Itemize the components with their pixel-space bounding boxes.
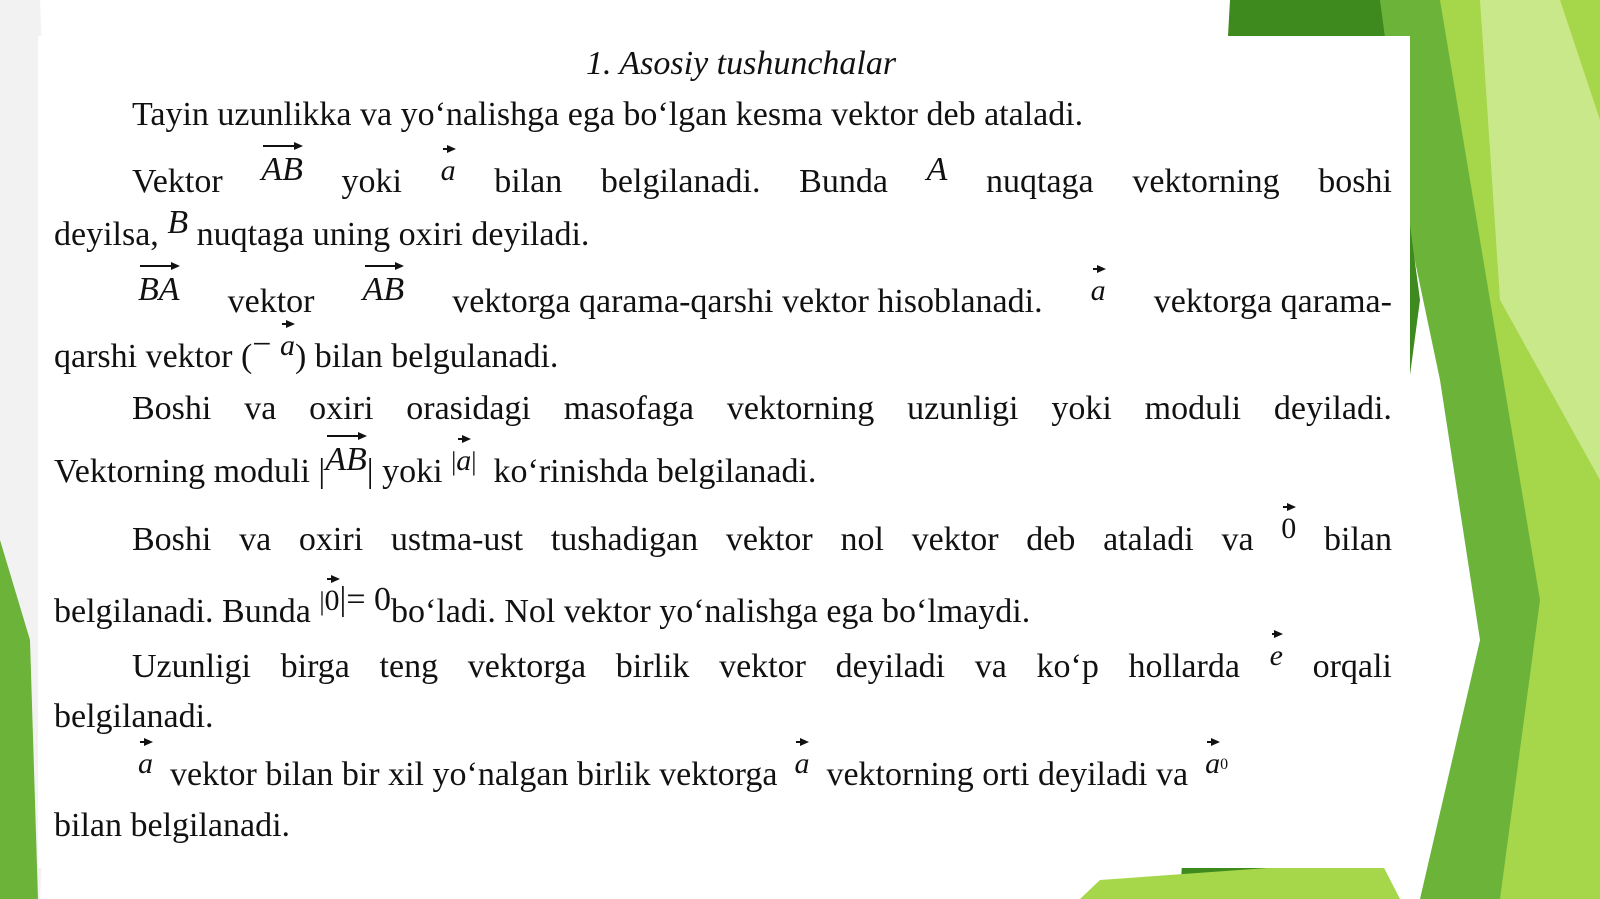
vector-a-unit: a [1205,744,1220,784]
equals-zero: |= 0 [339,581,392,618]
paragraph-5-line-1: Boshi va oxiri ustma-ust tushadigan vektor nol vektor deb ataladi va 0 bilan [132,520,1392,561]
paragraph-3-line-1 [138,271,1392,323]
word: yoki [341,163,402,200]
page-title: 1. Asosiy tushunchalar [586,45,897,82]
minus-sign: − [252,326,272,363]
paragraph-7-line-1 [138,747,1229,801]
word: vektorning orti deyiladi va [826,756,1189,793]
zero-vector: 0 [325,581,340,621]
word: vektorga qarama-qarshi vektor hisoblanadi. [452,283,1043,320]
word: Vektor [132,163,223,200]
vector-ab: AB [363,270,405,310]
superscript-zero: 0 [1220,756,1229,773]
paragraph-3-line-2 [54,326,559,378]
word: | yoki [366,453,443,490]
paragraph-4-line-1: Boshi va oxiri orasidagi masofaga vektorning uzunligi yoki moduli deyiladi. [132,390,1392,427]
word: qarshi vektor ( [54,338,253,375]
word: vektorga qarama- [1153,283,1392,320]
word: nuqtaga [986,163,1094,200]
vector-a: a [1091,271,1106,311]
vector-e: e [1270,636,1283,676]
vector-a: a [138,744,153,784]
paragraph-6-line-1: Uzunligi birga teng vektorga birlik vektor deyiladi va ko‘p hollarda e orqali [132,647,1392,688]
word: boshi [1318,163,1392,200]
word: Vektorning moduli | [54,453,326,490]
paragraph-6-line-2: belgilanadi. [54,698,214,735]
vector-a: a [456,441,471,481]
vector-ab: AB [261,150,303,190]
paragraph-7-line-2: bilan belgilanadi. [54,807,291,844]
word: vektorning [1132,163,1280,200]
paragraph-1: Tayin uzunlikka va yo‘nalishga ega bo‘lgan kesma vektor deb ataladi. [132,96,1084,133]
vector-a: a [794,744,809,784]
paragraph-2-line-2 [54,204,590,255]
paragraph-5-line-2: belgilanadi. Bunda | 0|= 0bo‘ladi. Nol vektor yo‘nalishga ega bo‘lmaydi. [54,592,1030,634]
word: vektor [227,283,315,320]
point-a: A [926,151,948,188]
word: belgilanadi. Bunda [54,593,311,630]
word: belgilanadi. [600,163,761,200]
word: bo‘ladi. Nol vektor yo‘nalishga ega bo‘lmaydi. [391,593,1031,630]
zero-vector: 0 [1281,509,1296,549]
word: Bunda [799,163,888,200]
word: ko‘rinishda belgilanadi. [493,453,817,490]
word: deyilsa, [54,216,159,253]
word: nuqtaga uning oxiri deyiladi. [196,216,590,253]
word: ) bilan belgulanadi. [294,338,559,375]
vector-ab: AB [325,440,367,480]
paragraph-4-line-2: Vektorning moduli | AB| yoki | a| ko‘rinishda belgilanadi. [54,452,816,494]
paragraph-2-line-1 [132,151,1392,203]
word: bilan [494,163,563,200]
word: vektor bilan bir xil yo‘nalgan birlik vektorga [170,756,778,793]
vector-a: a [280,326,295,366]
point-b: B [167,204,189,241]
vector-ba: BA [138,270,180,310]
vector-a: a [441,151,456,191]
